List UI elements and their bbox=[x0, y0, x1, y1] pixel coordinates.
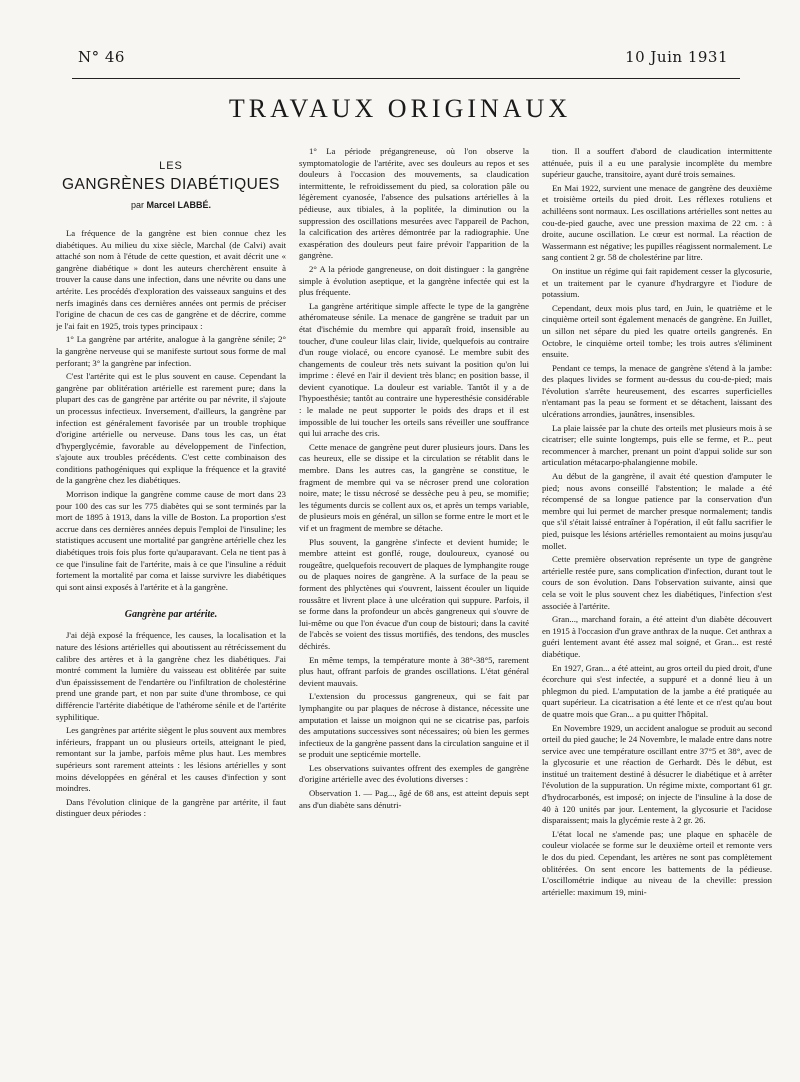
author-prefix: par bbox=[130, 200, 144, 210]
article-pretitle: LES bbox=[159, 160, 183, 172]
paragraph: En 1927, Gran... a été atteint, au gros orteil du pied droit, d'une écorchure qui s'est infectée, a suppuré et a donné lieu à un phlegmon du pied. L'amputation de la jambe a été pratiquée au quart supérieur. La cicatrisation a été lente et ce n'est qu'au bout de quatre mois que Gran... a pu quitter l'hôpital. bbox=[542, 662, 772, 719]
paragraph: La plaie laissée par la chute des orteils met plusieurs mois à se cicatriser; elle suinte longtemps, puis elle se ferme, et P... peut recommencer à marcher, prenant un point d'appui solide sur son articulation métacarpo-phalangienne mobile. bbox=[542, 422, 772, 468]
paragraph: 1° La période prégangreneuse, où l'on observe la symptomatologie de l'artérite, avec ses douleurs au repos et ses douleurs à l'occasion des mouvements, sa claudication intermittente, le refroidissement du pied, sa coloration pâle ou légèrement cyanosée, l'absence des pulsations artérielles à la pédieuse, aux tibiales, à la poplitée, la diminution ou la suppression des oscillations mesurées avec l'appareil de Pachon, la calcification des artères démontrée par la radiographie. Une exaspération des douleurs peut faire prévoir l'apparition de la gangrène. bbox=[299, 146, 529, 261]
column-2 bbox=[299, 146, 529, 1066]
column-1 bbox=[56, 146, 286, 1066]
header-rule bbox=[72, 78, 740, 79]
article-author bbox=[56, 200, 286, 210]
paragraph: Cependant, deux mois plus tard, en Juin, le quatrième et le cinquième orteil sont également menacés de gangrène. En Juillet, un sillon net sépare du pied les quatre orteils gangrenés. En Octobre, le cinquième orteil tombe; les trois autres s'éliminent ensuite. bbox=[542, 302, 772, 360]
paragraph: En Novembre 1929, un accident analogue se produit au second orteil du pied gauche; le 24 Novembre, le malade entre dans notre service avec une température oscillant entre 37°5 et 38°, avec de la glycosurie et une réaction de Gerhardt. Dès le début, est institué un traitement destiné à désucrer le diabétique et à arrêter l'évolution de la suppuration. Un régime mixte, comportant 61 gr. d'hydrocarbonés, est imposé; on injecte de l'insuline à la dose de 40 à 120 unités par jour. Lentement, la glycosurie et l'acidose disparaissent; mais la glycémie reste à 2 gr. 26. bbox=[542, 722, 772, 826]
paragraph: 1° La gangrène par artérite, analogue à la gangrène sénile; 2° la gangrène nerveuse qui se manifeste surtout sous forme de mal perforant; 3° la gangrène par infection. bbox=[56, 334, 286, 368]
paragraph: tion. Il a souffert d'abord de claudication intermittente atténuée, puis il a eu une paralysie incomplète du membre supérieur gauche, transitoire, ayant duré trois semaines. bbox=[542, 146, 772, 180]
paragraph: Observation 1. — Pag..., âgé de 68 ans, est atteint depuis sept ans d'un diabète sans dénutri- bbox=[299, 788, 529, 810]
paragraph: Dans l'évolution clinique de la gangrène par artérite, il faut distinguer deux périodes : bbox=[56, 796, 286, 819]
paragraph: J'ai déjà exposé la fréquence, les causes, la localisation et la nature des lésions artérielles qui aboutissent au rétrécissement du calibre des artères et à la gangrène chez les diabétiques. J'ai montré comment la lumière du vaisseau est oblitérée par suite d'un épaississement de l'endartère ou l'infiltration de cholestérine prend une grande part, et non par suite d'une thrombose, ce qui différencie l'artérite diabétique de l'athérome sénile et de l'artérite syphilitique. bbox=[56, 630, 286, 722]
paragraph: L'extension du processus gangreneux, qui se fait par lymphangite ou par plaques de nécrose à distance, nécessite une amputation et laisse un moignon qui ne se cicatrise pas, parfois des amputations successives sont nécessaires; où bien les germes infectieux de la gangrène passent dans la circulation sanguine et il se produit une septicémie mortelle. bbox=[299, 691, 529, 760]
paragraph: L'état local ne s'amende pas; une plaque en sphacèle de couleur violacée se forme sur le deuxième orteil et remonte vers le dos du pied. Cependant, les artères ne sont pas complètement oblitérées. On sent encore les battements de la pédieuse. L'oscillométrie indique au niveau de la cheville: pression artérielle: maximum 19, mini- bbox=[542, 828, 772, 897]
article-body bbox=[56, 146, 772, 1066]
issue-date: 10 Juin 1931 bbox=[625, 48, 728, 66]
paragraph: 2° A la période gangreneuse, on doit distinguer : la gangrène simple à évolution aseptique, et la gangrène infectée qui est la plus fréquente. bbox=[299, 263, 529, 298]
paragraph: Cette menace de gangrène peut durer plusieurs jours. Dans les cas heureux, elle se dissipe et la circulation se rétablit dans le membre. Dans les autres cas, la gangrène se constitue, le fragment de membre qui va se nécroser prend une coloration noire, mate; le tissu nécrosé se dessèche peu à peu, se momifie; les téguments durcis se collent aux os, et après un temps variable, de plusieurs mois en général, un sillon se forme entre le mort et le vif et un fragment de membre se détache. bbox=[299, 441, 529, 533]
issue-number: N° 46 bbox=[78, 48, 125, 66]
column-3 bbox=[542, 146, 772, 1066]
paragraph: Cette première observation représente un type de gangrène artérielle restée pure, sans complication d'infection, durant tout le cours de son évolution. Dans l'observation suivante, ainsi que cela se voit le plus souvent chez les diabétiques, l'infection s'est associée à l'artérite. bbox=[542, 554, 772, 611]
paragraph: En Mai 1922, survient une menace de gangrène des deuxième et troisième orteils du pied droit. Les réflexes rotuliens et achilléens sont normaux. Les oscillations artérielles sont nettes au cou-de-pied gauche, avec une pression maxima de 22 cm. : à droite, aucune oscillation. Le cœur est normal. La réaction de Wassermann est négative; les pupilles réagissent normalement. Le sang contient 2 gr. 58 de cholestérine par litre. bbox=[542, 182, 772, 263]
paragraph: La fréquence de la gangrène est bien connue chez les diabétiques. Au milieu du xixe siècle, Marchal (de Calvi) avait attaché son nom à l'étude de cette question, et avait décrit une « gangrène diabétique » dont les auteurs cherchèrent ensuite à trouver la cause dans une infection, dans une névrite ou dans une artérite. Les procédés d'exploration des vaisseaux sanguins et des nerfs imaginés dans ces dernières années ont permis de préciser l'origine de chacun de ces cas de gangrène et de décrire, comme je l'ai fait en 1925, trois types principaux : bbox=[56, 228, 286, 331]
paragraph: En même temps, la température monte à 38°-38°5, rarement plus haut, offrant parfois de grandes oscillations. L'état général devient mauvais. bbox=[299, 654, 529, 688]
paragraph: Plus souvent, la gangrène s'infecte et devient humide; le membre atteint est gonflé, rouge, douloureux, cyanosé ou rougeâtre, quelquefois recouvert de plaques de lymphangite rouge ou de plaques noires de gangrène. A la surface de la peau se forment des phlyctènes qui s'ouvrent, laissent écouler un liquide roussâtre et livrent place à une ulcération qui suppure. Parfois, il se forme dans la profondeur un abcès gangreneux qui s'ouvre de lui-même ou que l'on évacue d'un coup de bistouri; dans la cavité de l'abcès se voient des tissus mortifiés, des tendons, des muscles déchirés. bbox=[299, 536, 529, 651]
paragraph: On institue un régime qui fait rapidement cesser la glycosurie, et un traitement par le cyanure d'hydrargyre et l'iodure de potassium. bbox=[542, 265, 772, 300]
paragraph: Au début de la gangrène, il avait été question d'amputer le pied; nous avons conseillé l'abstention; le malade a été récompensé de sa longue patience par la conservation d'un membre qui lui permet de marcher presque normalement; tandis que s'il s'était laissé entraîner à l'opération, il eût fallu sacrifier le pied, puisque les lésions artérielles remontaient au moins jusqu'au mollet. bbox=[542, 471, 772, 551]
paragraph: Pendant ce temps, la menace de gangrène s'étend à la jambe: des plaques livides se forment au-dessus du cou-de-pied; mais l'évolution s'arrête heureusement, des escarres superficielles n'entamant pas la peau se forment et se détachent, laissant des ulcérations arrondies, jaunâtres, insensibles. bbox=[542, 362, 772, 420]
paragraph: Gran..., marchand forain, a été atteint d'un diabète découvert en 1915 à l'occasion d'un grave anthrax de la nuque. Cet anthrax a guéri lentement avant été assez mal soigné, et Gran... est resté diabétique. bbox=[542, 614, 772, 659]
paragraph: Les gangrènes par artérite siègent le plus souvent aux membres inférieurs, frappant un ou plusieurs orteils, atteignant le pied, remontant sur la jambe, parfois même plus haut. Les membres supérieurs sont rarement atteints : les lésions artérielles y sont moins développées en général et les causes d'infection y sont moindres. bbox=[56, 725, 286, 794]
section-title: TRAVAUX ORIGINAUX bbox=[228, 94, 572, 123]
paragraph: Morrison indique la gangrène comme cause de mort dans 23 pour 100 des cas sur les 775 diabètes qui se sont terminés par la mort de 1895 à 1913, dans la ville de Boston. La proportion s'est accrue dans ces dernières années depuis l'emploi de l'insuline; les statistiques accusent une mortalité par gangrène artérielle chez les diabétiques trois fois plus forte qu'auparavant. Cela ne tient pas à ce que l'insuline fait de l'artérite, mais à ce que l'insuline a réduit fortement la mortalité par coma et laisse survivre les diabétiques qui sont ainsi exposés à l'artérite et à la gangrène. bbox=[56, 489, 286, 592]
paragraph: Les observations suivantes offrent des exemples de gangrène d'origine artérielle avec des évolutions diverses : bbox=[299, 762, 529, 785]
author-name: Marcel LABBÉ. bbox=[146, 200, 212, 210]
paragraph: C'est l'artérite qui est le plus souvent en cause. Cependant la gangrène par oblitération artérielle est rarement pure; dans la plupart des cas de gangrène par artérite ou par névrite, il s'ajoute un processus infectieux. Inversement, d'ailleurs, la gangrène par infection est généralement favorisée par un trouble trophique d'origine artérielle ou nerveuse. Dans tous les cas, un état d'hyperglycémie, favorable au développement de l'infection, s'ajoute aux troubles précédents. C'est cette combinaison des conditions pathogéniques qui explique la fréquence et la gravité de la gangrène chez les diabétiques. bbox=[56, 371, 286, 486]
paragraph: La gangrène artéritique simple affecte le type de la gangrène athéromateuse sénile. La menace de gangrène se traduit par un état d'ischémie du membre qui apparaît froid, insensible au toucher, d'une couleur lilas clair, livide, quelquefois au contraire d'un rouge violacé, ou encore cyanosé. Le membre subit des changements de couleur très nets suivant la position qu'on lui imprime : élevé en l'air il devient très blanc; en position basse, il devient cyanotique. La douleur est variable. Tantôt il y a de l'hypoesthésie; tantôt au contraire une hyperesthésie considérable : le malade ne peut supporter le poids des draps et il est impossible de lui toucher les orteils sans réveiller une souffrance qui lui arrache des cris. bbox=[299, 300, 529, 439]
article-title: GANGRÈNES DIABÉTIQUES bbox=[61, 176, 281, 193]
subheading: Gangrène par artérite. bbox=[124, 609, 218, 621]
